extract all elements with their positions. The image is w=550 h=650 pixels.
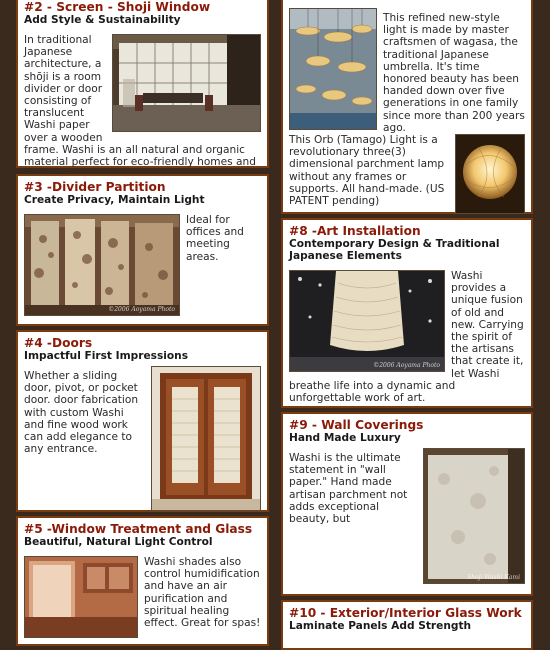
card-title: #8 -Art Installation <box>289 224 421 238</box>
wall-coverings-photo[interactable] <box>423 448 525 584</box>
card-wall-coverings <box>281 412 533 596</box>
card-subtitle: Laminate Panels Add Strength <box>289 620 472 632</box>
doors-photo[interactable] <box>151 366 261 511</box>
card-subtitle: Impactful First Impressions <box>24 350 189 362</box>
photo-watermark: Shoji Washi Kami <box>467 574 520 581</box>
wall-coverings-image <box>424 449 524 583</box>
wagasa-lamp-photo[interactable] <box>289 8 377 130</box>
orb-lamp-image <box>456 135 524 213</box>
card-subtitle: Create Privacy, Maintain Light <box>24 194 205 206</box>
orb-lamp-photo[interactable] <box>455 134 525 214</box>
card-window-treatment <box>16 516 269 646</box>
doors-image <box>152 367 260 510</box>
divider-partition-photo[interactable] <box>24 214 180 316</box>
lamp-text: This refined new-style light is made by master craftsmen of wagasa, the traditional Japanese umbrella. It's time honored beauty has been handed down over five generations in one family since more than 200 years ago. <box>383 12 525 134</box>
card-subtitle: Hand Made Luxury <box>289 432 401 444</box>
card-subtitle: Contemporary Design & Traditional Japanese Elements <box>289 238 500 262</box>
wagasa-lamps-image <box>290 9 376 129</box>
card-subtitle: Beautiful, Natural Light Control <box>24 536 213 548</box>
card-doors <box>16 330 269 512</box>
card-text: Washi provides a unique fusion of old and new. Carrying the spirit of the artisans that create it, let Washi breathe life into a dynamic and unforgettable work of art. <box>289 270 524 405</box>
card-lamps <box>281 0 533 214</box>
art-installation-photo[interactable] <box>289 270 445 372</box>
card-title: #5 -Window Treatment and Glass <box>24 522 253 536</box>
card-text: Washi is the ultimate statement in "wall paper." Hand made artisan parchment not adds exceptional beauty, but <box>289 452 408 526</box>
orb-text: This Orb (Tamago) Light is a revolutionary three(3) dimensional parchment lamp without any frames or supports. All hand-made. (US PATENT pending) <box>289 134 445 208</box>
divider-image <box>25 215 179 315</box>
card-text: Ideal for offices and meeting areas. <box>186 214 244 263</box>
card-title: #4 -Doors <box>24 336 93 350</box>
card-subtitle: Add Style & Sustainability <box>24 14 181 26</box>
photo-watermark: ©2006 Aoyama Photo <box>108 306 175 313</box>
card-glass-work <box>281 600 533 650</box>
card-text: In traditional Japanese architecture, a shōji is a room divider or door consisting of translucent Washi paper over a wooden frame. Washi is an all natural and organic material perfect for eco-friendly homes and <box>24 34 256 169</box>
window-treatment-photo[interactable] <box>24 556 138 638</box>
card-title: #9 - Wall Coverings <box>289 418 424 432</box>
card-title: #2 - Screen - Shoji Window <box>24 0 211 14</box>
card-title: #3 -Divider Partition <box>24 180 166 194</box>
card-art-installation <box>281 218 533 408</box>
card-text: Washi shades also control humidification and have an air purification and spiritual healing effect. Great for spas! <box>144 556 261 630</box>
shoji-room-image <box>113 35 260 131</box>
photo-watermark: ©2006 Aoyama Photo <box>373 362 440 369</box>
card-divider-partition <box>16 174 269 326</box>
card-title: #10 - Exterior/Interior Glass Work <box>289 606 522 620</box>
card-shoji-window <box>16 0 269 168</box>
art-installation-image <box>290 271 444 371</box>
window-image <box>25 557 137 637</box>
card-text: Whether a sliding door, pivot, or pocket door. door fabrication with custom Washi and fine wood work can add elegance to any entrance. <box>24 370 139 456</box>
shoji-window-photo[interactable] <box>112 34 261 132</box>
